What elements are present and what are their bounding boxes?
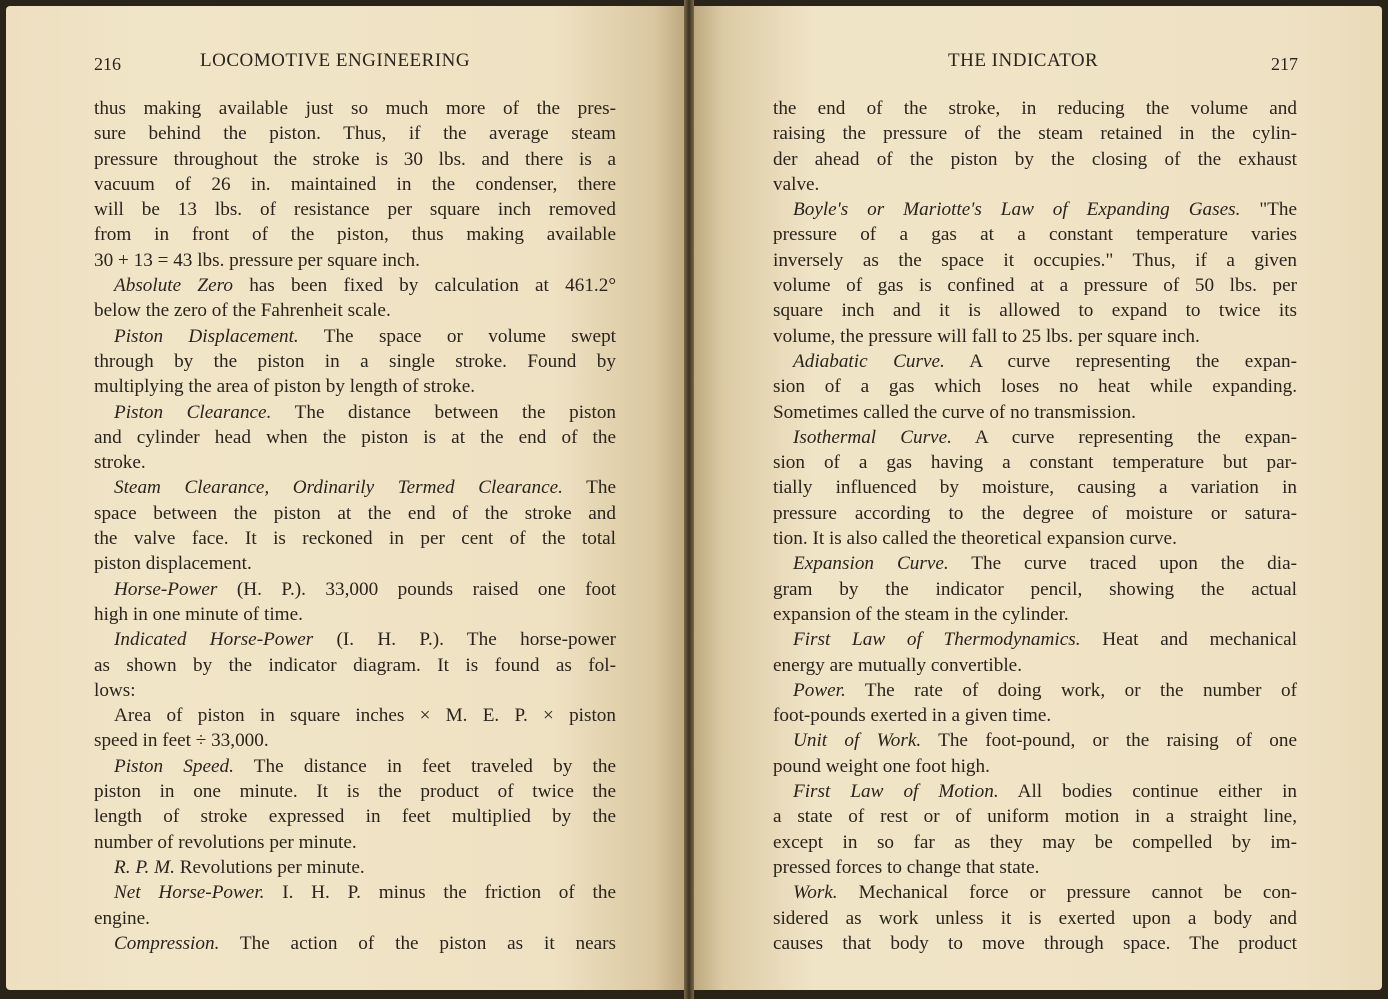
left-page — [6, 6, 689, 990]
text-line: and cylinder head when the piston is at the end of the — [94, 426, 616, 448]
text-line: Isothermal Curve. A curve representing the expan- — [793, 426, 1298, 448]
term: Expansion Curve. — [793, 553, 949, 575]
text-line: R. P. M. Revolutions per minute. — [114, 856, 365, 878]
text-line: high in one minute of time. — [94, 603, 303, 625]
text-line: energy are mutually convertible. — [773, 654, 1022, 676]
text-line: number of revolutions per minute. — [94, 831, 357, 853]
text-line: Steam Clearance, Ordinarily Termed Clearance. The — [114, 477, 616, 499]
text-line: Expansion Curve. The curve traced upon the dia- — [793, 553, 1297, 575]
text-line: the valve face. It is reckoned in per cent of the total — [94, 528, 616, 550]
term: Power. — [793, 679, 846, 701]
text-line: space between the piston at the end of the stroke and — [94, 502, 616, 524]
text-line: piston in one minute. It is the product of twice the — [94, 781, 616, 803]
text-line: Boyle's or Mariotte's Law of Expanding Gases. "The — [793, 199, 1297, 221]
text-line: length of stroke expressed in feet multiplied by the — [94, 806, 616, 828]
text-line: 30 + 13 = 43 lbs. pressure per square inch. — [94, 249, 420, 271]
text-line: sion of a gas which loses no heat while expanding. — [773, 376, 1297, 398]
text-line: der ahead of the piston by the closing of the exhaust — [773, 148, 1297, 170]
text-line: sion of a gas having a constant temperature but par- — [773, 452, 1297, 474]
book-gutter — [684, 0, 694, 999]
text-line: Adiabatic Curve. A curve representing the expan- — [793, 350, 1298, 372]
text-line: Piston Displacement. The space or volume swept — [114, 325, 616, 347]
term: Unit of Work. — [793, 730, 922, 752]
text-line: Piston Clearance. The distance between the piston — [114, 401, 617, 423]
text-line: pressure of a gas at a constant temperature varies — [773, 224, 1297, 246]
text-line: pressure throughout the stroke is 30 lbs. and there is a — [94, 148, 616, 170]
term: First Law of Thermodynamics. — [793, 629, 1081, 651]
text-line: speed in feet ÷ 33,000. — [94, 730, 269, 752]
page-body — [773, 96, 1297, 956]
text-line: Indicated Horse-Power (I. H. P.). The horse-power — [114, 629, 616, 651]
term: Piston Clearance. — [114, 401, 272, 423]
text-line: pound weight one foot high. — [773, 755, 990, 777]
text-line: First Law of Motion. All bodies continue either in — [793, 781, 1297, 803]
text-line: from in front of the piston, thus making available — [94, 224, 616, 246]
term: Boyle's or Mariotte's Law of Expanding Gases. — [793, 199, 1241, 221]
text-line: causes that body to move through space. The product — [773, 932, 1297, 954]
term: First Law of Motion. — [793, 781, 999, 803]
text-line: pressure according to the degree of moisture or satura- — [773, 502, 1297, 524]
text-line: volume, the pressure will fall to 25 lbs. per square inch. — [773, 325, 1200, 347]
text-line: engine. — [94, 907, 150, 929]
text-line: volume of gas is confined at a pressure of 50 lbs. per — [773, 275, 1297, 297]
text-line: expansion of the steam in the cylinder. — [773, 603, 1069, 625]
text-line: piston displacement. — [94, 553, 252, 575]
text-line: the end of the stroke, in reducing the volume and — [773, 98, 1297, 119]
text-line: a state of rest or of uniform motion in a straight line, — [773, 806, 1297, 828]
text-line: gram by the indicator pencil, showing the actual — [773, 578, 1297, 600]
text-line: sure behind the piston. Thus, if the average steam — [94, 123, 616, 145]
text-line: sidered as work unless it is exerted upon a body and — [773, 907, 1297, 929]
term: Compression. — [114, 932, 220, 954]
text-line: below the zero of the Fahrenheit scale. — [94, 300, 391, 322]
term: Piston Displacement. — [114, 325, 299, 347]
text-line: Power. The rate of doing work, or the number of — [793, 679, 1297, 701]
term: Isothermal Curve. — [793, 426, 952, 448]
text-line: Work. Mechanical force or pressure cannot be con- — [793, 882, 1297, 904]
text-line: foot-pounds exerted in a given time. — [773, 705, 1052, 727]
text-line: Piston Speed. The distance in feet traveled by the — [114, 755, 616, 777]
text-line: Net Horse-Power. I. H. P. minus the friction of the — [114, 882, 616, 904]
text-line: through by the piston in a single stroke. Found by — [94, 350, 616, 372]
text-line: Horse-Power (H. P.). 33,000 pounds raised one foot — [114, 578, 616, 600]
text-line: lows: — [94, 679, 136, 701]
text-line: pressed forces to change that state. — [773, 856, 1040, 878]
text-line: vacuum of 26 in. maintained in the condenser, there — [94, 173, 616, 195]
page-number: 217 — [1271, 54, 1298, 74]
text-line: tion. It is also called the theoretical expansion curve. — [773, 528, 1177, 550]
text-line: stroke. — [94, 452, 146, 474]
right-page — [689, 6, 1382, 990]
text-line: inversely as the space it occupies." Thus, if a given — [773, 249, 1297, 271]
term: Piston Speed. — [114, 755, 234, 777]
term: Adiabatic Curve. — [793, 350, 945, 372]
text-line: Area of piston in square inches × M. E. P. × piston — [114, 705, 616, 727]
text-line: as shown by the indicator diagram. It is found as fol- — [94, 654, 616, 676]
running-head: THE INDICATOR — [948, 50, 1099, 71]
text-line: Sometimes called the curve of no transmission. — [773, 401, 1136, 423]
term: Work. — [793, 882, 838, 904]
text-line: raising the pressure of the steam retained in the cylin- — [773, 123, 1297, 145]
text-line: Absolute Zero has been fixed by calculation at 461.2° — [114, 275, 616, 297]
text-line: except in so far as they may be compelled by im- — [773, 831, 1297, 853]
running-head: LOCOMOTIVE ENGINEERING — [200, 50, 471, 71]
term: Indicated Horse-Power — [114, 629, 314, 651]
term: Absolute Zero — [114, 275, 233, 297]
text-line: Unit of Work. The foot-pound, or the raising of one — [793, 730, 1297, 752]
term: Net Horse-Power. — [114, 882, 265, 904]
text-line: First Law of Thermodynamics. Heat and mechanical — [793, 629, 1297, 651]
term: Steam Clearance, Ordinarily Termed Clearance. — [114, 477, 563, 499]
page-number: 216 — [94, 54, 121, 74]
text-line: will be 13 lbs. of resistance per square inch removed — [94, 199, 616, 221]
text-line: square inch and it is allowed to expand to twice its — [773, 300, 1297, 322]
text-line: Compression. The action of the piston as it nears — [114, 932, 616, 954]
text-line: valve. — [773, 173, 820, 195]
text-line: thus making available just so much more of the pres- — [94, 98, 616, 119]
text-line: multiplying the area of piston by length of stroke. — [94, 376, 476, 398]
term: Horse-Power — [114, 578, 218, 600]
page-body — [94, 96, 616, 956]
text-line: tially influenced by moisture, causing a variation in — [773, 477, 1297, 499]
term: R. P. M. — [114, 856, 175, 878]
